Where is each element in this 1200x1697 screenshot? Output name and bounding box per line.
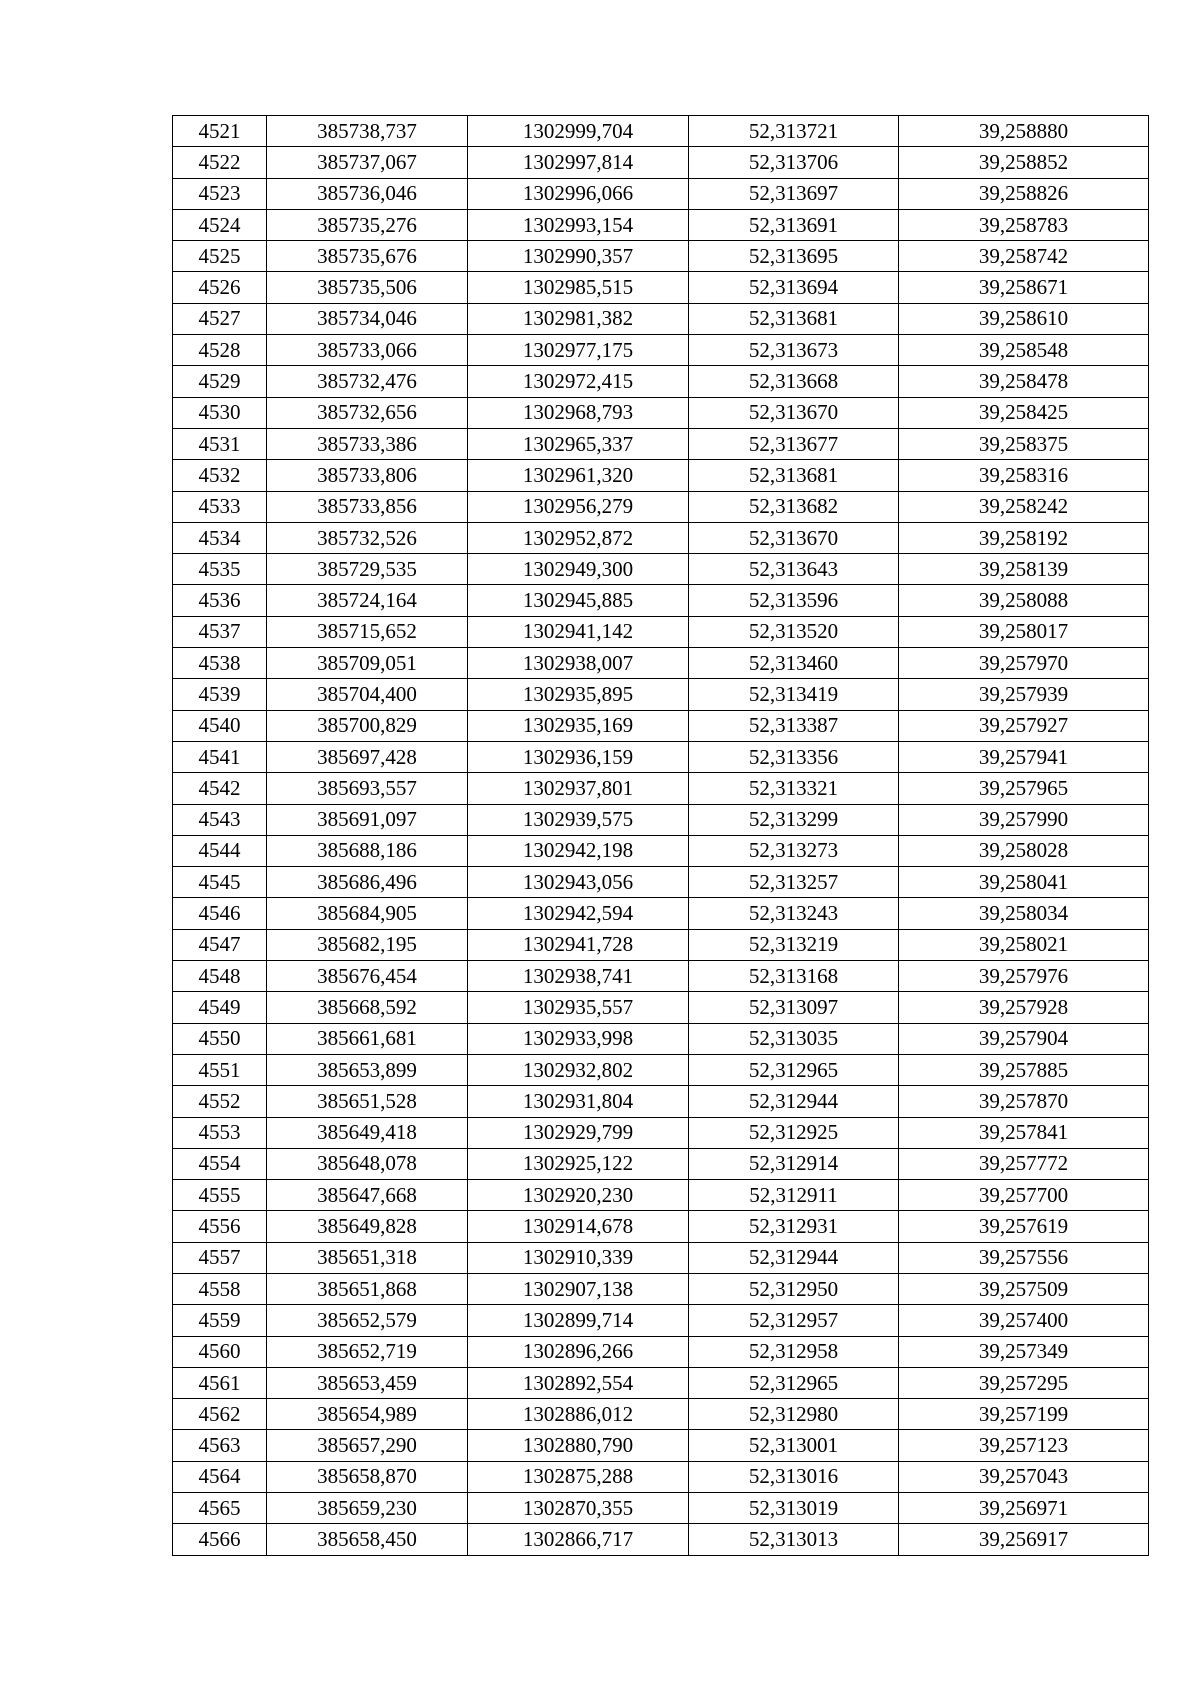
point-number-cell: 4538	[173, 648, 267, 679]
point-number-cell: 4526	[173, 272, 267, 303]
table-row	[173, 491, 1149, 522]
longitude-cell: 39,258742	[899, 241, 1149, 272]
y-coordinate-cell: 1302965,337	[468, 428, 689, 459]
y-coordinate-cell: 1302942,594	[468, 898, 689, 929]
table-row	[173, 1493, 1149, 1524]
x-coordinate-cell: 385652,579	[267, 1305, 468, 1336]
point-number-cell: 4560	[173, 1336, 267, 1367]
x-coordinate-cell: 385735,676	[267, 241, 468, 272]
table-row	[173, 710, 1149, 741]
longitude-cell: 39,258425	[899, 397, 1149, 428]
latitude-cell: 52,312980	[689, 1399, 899, 1430]
longitude-cell: 39,258852	[899, 147, 1149, 178]
x-coordinate-cell: 385736,046	[267, 178, 468, 209]
x-coordinate-cell: 385709,051	[267, 648, 468, 679]
x-coordinate-cell: 385733,386	[267, 428, 468, 459]
point-number-cell: 4532	[173, 460, 267, 491]
x-coordinate-cell: 385691,097	[267, 804, 468, 835]
x-coordinate-cell: 385738,737	[267, 116, 468, 147]
latitude-cell: 52,312944	[689, 1242, 899, 1273]
y-coordinate-cell: 1302985,515	[468, 272, 689, 303]
latitude-cell: 52,313681	[689, 303, 899, 334]
y-coordinate-cell: 1302935,895	[468, 679, 689, 710]
latitude-cell: 52,313257	[689, 867, 899, 898]
point-number-cell: 4553	[173, 1117, 267, 1148]
point-number-cell: 4547	[173, 929, 267, 960]
longitude-cell: 39,258671	[899, 272, 1149, 303]
longitude-cell: 39,258548	[899, 335, 1149, 366]
latitude-cell: 52,313013	[689, 1524, 899, 1555]
latitude-cell: 52,313356	[689, 741, 899, 772]
longitude-cell: 39,258783	[899, 209, 1149, 240]
point-number-cell: 4523	[173, 178, 267, 209]
latitude-cell: 52,313673	[689, 335, 899, 366]
point-number-cell: 4522	[173, 147, 267, 178]
y-coordinate-cell: 1302941,142	[468, 616, 689, 647]
table-row	[173, 992, 1149, 1023]
longitude-cell: 39,258088	[899, 585, 1149, 616]
longitude-cell: 39,257990	[899, 804, 1149, 835]
x-coordinate-cell: 385653,459	[267, 1367, 468, 1398]
longitude-cell: 39,258610	[899, 303, 1149, 334]
table-row	[173, 1180, 1149, 1211]
longitude-cell: 39,258478	[899, 366, 1149, 397]
point-number-cell: 4551	[173, 1054, 267, 1085]
y-coordinate-cell: 1302981,382	[468, 303, 689, 334]
longitude-cell: 39,258139	[899, 554, 1149, 585]
point-number-cell: 4521	[173, 116, 267, 147]
x-coordinate-cell: 385653,899	[267, 1054, 468, 1085]
y-coordinate-cell: 1302933,998	[468, 1023, 689, 1054]
point-number-cell: 4524	[173, 209, 267, 240]
point-number-cell: 4565	[173, 1493, 267, 1524]
point-number-cell: 4529	[173, 366, 267, 397]
longitude-cell: 39,257870	[899, 1086, 1149, 1117]
longitude-cell: 39,258017	[899, 616, 1149, 647]
x-coordinate-cell: 385658,870	[267, 1461, 468, 1492]
latitude-cell: 52,313273	[689, 835, 899, 866]
x-coordinate-cell: 385682,195	[267, 929, 468, 960]
point-number-cell: 4543	[173, 804, 267, 835]
longitude-cell: 39,258375	[899, 428, 1149, 459]
point-number-cell: 4563	[173, 1430, 267, 1461]
longitude-cell: 39,257556	[899, 1242, 1149, 1273]
table-row	[173, 961, 1149, 992]
y-coordinate-cell: 1302977,175	[468, 335, 689, 366]
y-coordinate-cell: 1302942,198	[468, 835, 689, 866]
y-coordinate-cell: 1302968,793	[468, 397, 689, 428]
latitude-cell: 52,313019	[689, 1493, 899, 1524]
y-coordinate-cell: 1302972,415	[468, 366, 689, 397]
x-coordinate-cell: 385649,828	[267, 1211, 468, 1242]
point-number-cell: 4541	[173, 741, 267, 772]
y-coordinate-cell: 1302899,714	[468, 1305, 689, 1336]
table-row	[173, 804, 1149, 835]
y-coordinate-cell: 1302914,678	[468, 1211, 689, 1242]
point-number-cell: 4546	[173, 898, 267, 929]
longitude-cell: 39,257349	[899, 1336, 1149, 1367]
table-row	[173, 929, 1149, 960]
y-coordinate-cell: 1302931,804	[468, 1086, 689, 1117]
latitude-cell: 52,312914	[689, 1148, 899, 1179]
y-coordinate-cell: 1302997,814	[468, 147, 689, 178]
longitude-cell: 39,257941	[899, 741, 1149, 772]
y-coordinate-cell: 1302956,279	[468, 491, 689, 522]
x-coordinate-cell: 385732,656	[267, 397, 468, 428]
point-number-cell: 4562	[173, 1399, 267, 1430]
table-row	[173, 1336, 1149, 1367]
point-number-cell: 4558	[173, 1273, 267, 1304]
latitude-cell: 52,313243	[689, 898, 899, 929]
x-coordinate-cell: 385657,290	[267, 1430, 468, 1461]
longitude-cell: 39,257043	[899, 1461, 1149, 1492]
x-coordinate-cell: 385734,046	[267, 303, 468, 334]
y-coordinate-cell: 1302937,801	[468, 773, 689, 804]
table-row	[173, 1367, 1149, 1398]
table-row	[173, 616, 1149, 647]
y-coordinate-cell: 1302892,554	[468, 1367, 689, 1398]
table-row	[173, 648, 1149, 679]
table-row	[173, 1242, 1149, 1273]
longitude-cell: 39,258028	[899, 835, 1149, 866]
point-number-cell: 4540	[173, 710, 267, 741]
latitude-cell: 52,313168	[689, 961, 899, 992]
latitude-cell: 52,312950	[689, 1273, 899, 1304]
latitude-cell: 52,313219	[689, 929, 899, 960]
longitude-cell: 39,257199	[899, 1399, 1149, 1430]
table-row	[173, 303, 1149, 334]
latitude-cell: 52,313694	[689, 272, 899, 303]
x-coordinate-cell: 385686,496	[267, 867, 468, 898]
x-coordinate-cell: 385658,450	[267, 1524, 468, 1555]
point-number-cell: 4544	[173, 835, 267, 866]
y-coordinate-cell: 1302945,885	[468, 585, 689, 616]
latitude-cell: 52,312957	[689, 1305, 899, 1336]
point-number-cell: 4527	[173, 303, 267, 334]
x-coordinate-cell: 385649,418	[267, 1117, 468, 1148]
point-number-cell: 4556	[173, 1211, 267, 1242]
y-coordinate-cell: 1302875,288	[468, 1461, 689, 1492]
table-row	[173, 1430, 1149, 1461]
latitude-cell: 52,313706	[689, 147, 899, 178]
table-row	[173, 1023, 1149, 1054]
point-number-cell: 4528	[173, 335, 267, 366]
latitude-cell: 52,312958	[689, 1336, 899, 1367]
table-row	[173, 679, 1149, 710]
latitude-cell: 52,313682	[689, 491, 899, 522]
x-coordinate-cell: 385729,535	[267, 554, 468, 585]
x-coordinate-cell: 385724,164	[267, 585, 468, 616]
table-row	[173, 1148, 1149, 1179]
latitude-cell: 52,313016	[689, 1461, 899, 1492]
table-row	[173, 741, 1149, 772]
longitude-cell: 39,257928	[899, 992, 1149, 1023]
table-row	[173, 116, 1149, 147]
y-coordinate-cell: 1302943,056	[468, 867, 689, 898]
latitude-cell: 52,313695	[689, 241, 899, 272]
latitude-cell: 52,313697	[689, 178, 899, 209]
y-coordinate-cell: 1302949,300	[468, 554, 689, 585]
y-coordinate-cell: 1302907,138	[468, 1273, 689, 1304]
table-row	[173, 1305, 1149, 1336]
y-coordinate-cell: 1302996,066	[468, 178, 689, 209]
longitude-cell: 39,256971	[899, 1493, 1149, 1524]
point-number-cell: 4539	[173, 679, 267, 710]
table-row	[173, 1054, 1149, 1085]
table-row	[173, 428, 1149, 459]
point-number-cell: 4535	[173, 554, 267, 585]
table-row	[173, 1461, 1149, 1492]
table-row	[173, 1086, 1149, 1117]
latitude-cell: 52,312944	[689, 1086, 899, 1117]
table-row	[173, 835, 1149, 866]
table-row	[173, 241, 1149, 272]
y-coordinate-cell: 1302870,355	[468, 1493, 689, 1524]
latitude-cell: 52,312965	[689, 1367, 899, 1398]
y-coordinate-cell: 1302936,159	[468, 741, 689, 772]
x-coordinate-cell: 385661,681	[267, 1023, 468, 1054]
x-coordinate-cell: 385648,078	[267, 1148, 468, 1179]
x-coordinate-cell: 385651,528	[267, 1086, 468, 1117]
latitude-cell: 52,313520	[689, 616, 899, 647]
longitude-cell: 39,257700	[899, 1180, 1149, 1211]
latitude-cell: 52,313001	[689, 1430, 899, 1461]
point-number-cell: 4559	[173, 1305, 267, 1336]
latitude-cell: 52,313677	[689, 428, 899, 459]
longitude-cell: 39,257885	[899, 1054, 1149, 1085]
table-row	[173, 1211, 1149, 1242]
longitude-cell: 39,257619	[899, 1211, 1149, 1242]
table-row	[173, 209, 1149, 240]
point-number-cell: 4537	[173, 616, 267, 647]
y-coordinate-cell: 1302935,557	[468, 992, 689, 1023]
latitude-cell: 52,313035	[689, 1023, 899, 1054]
point-number-cell: 4557	[173, 1242, 267, 1273]
x-coordinate-cell: 385733,856	[267, 491, 468, 522]
table-row	[173, 898, 1149, 929]
point-number-cell: 4533	[173, 491, 267, 522]
point-number-cell: 4530	[173, 397, 267, 428]
point-number-cell: 4531	[173, 428, 267, 459]
point-number-cell: 4545	[173, 867, 267, 898]
point-number-cell: 4548	[173, 961, 267, 992]
latitude-cell: 52,313299	[689, 804, 899, 835]
latitude-cell: 52,313643	[689, 554, 899, 585]
table-row	[173, 178, 1149, 209]
point-number-cell: 4534	[173, 522, 267, 553]
latitude-cell: 52,313691	[689, 209, 899, 240]
y-coordinate-cell: 1302886,012	[468, 1399, 689, 1430]
x-coordinate-cell: 385651,318	[267, 1242, 468, 1273]
table-row	[173, 366, 1149, 397]
y-coordinate-cell: 1302993,154	[468, 209, 689, 240]
y-coordinate-cell: 1302941,728	[468, 929, 689, 960]
y-coordinate-cell: 1302952,872	[468, 522, 689, 553]
y-coordinate-cell: 1302929,799	[468, 1117, 689, 1148]
point-number-cell: 4536	[173, 585, 267, 616]
point-number-cell: 4554	[173, 1148, 267, 1179]
longitude-cell: 39,257509	[899, 1273, 1149, 1304]
latitude-cell: 52,312965	[689, 1054, 899, 1085]
longitude-cell: 39,257970	[899, 648, 1149, 679]
y-coordinate-cell: 1302938,007	[468, 648, 689, 679]
latitude-cell: 52,313721	[689, 116, 899, 147]
latitude-cell: 52,313670	[689, 522, 899, 553]
point-number-cell: 4561	[173, 1367, 267, 1398]
x-coordinate-cell: 385704,400	[267, 679, 468, 710]
y-coordinate-cell: 1302910,339	[468, 1242, 689, 1273]
latitude-cell: 52,313387	[689, 710, 899, 741]
table-row	[173, 773, 1149, 804]
point-number-cell: 4525	[173, 241, 267, 272]
longitude-cell: 39,256917	[899, 1524, 1149, 1555]
longitude-cell: 39,257927	[899, 710, 1149, 741]
point-number-cell: 4555	[173, 1180, 267, 1211]
longitude-cell: 39,257976	[899, 961, 1149, 992]
latitude-cell: 52,313460	[689, 648, 899, 679]
x-coordinate-cell: 385693,557	[267, 773, 468, 804]
x-coordinate-cell: 385735,276	[267, 209, 468, 240]
longitude-cell: 39,257904	[899, 1023, 1149, 1054]
table-row	[173, 1524, 1149, 1555]
coordinates-table	[172, 115, 1149, 1556]
latitude-cell: 52,313321	[689, 773, 899, 804]
point-number-cell: 4550	[173, 1023, 267, 1054]
y-coordinate-cell: 1302880,790	[468, 1430, 689, 1461]
latitude-cell: 52,313668	[689, 366, 899, 397]
latitude-cell: 52,313097	[689, 992, 899, 1023]
x-coordinate-cell: 385668,592	[267, 992, 468, 1023]
latitude-cell: 52,312925	[689, 1117, 899, 1148]
table-row	[173, 1273, 1149, 1304]
point-number-cell: 4566	[173, 1524, 267, 1555]
x-coordinate-cell: 385733,806	[267, 460, 468, 491]
longitude-cell: 39,257123	[899, 1430, 1149, 1461]
latitude-cell: 52,313681	[689, 460, 899, 491]
y-coordinate-cell: 1302935,169	[468, 710, 689, 741]
table-row	[173, 460, 1149, 491]
longitude-cell: 39,258192	[899, 522, 1149, 553]
longitude-cell: 39,258826	[899, 178, 1149, 209]
y-coordinate-cell: 1302925,122	[468, 1148, 689, 1179]
x-coordinate-cell: 385700,829	[267, 710, 468, 741]
longitude-cell: 39,258242	[899, 491, 1149, 522]
table-row	[173, 1399, 1149, 1430]
y-coordinate-cell: 1302932,802	[468, 1054, 689, 1085]
x-coordinate-cell: 385676,454	[267, 961, 468, 992]
y-coordinate-cell: 1302866,717	[468, 1524, 689, 1555]
longitude-cell: 39,258041	[899, 867, 1149, 898]
x-coordinate-cell: 385659,230	[267, 1493, 468, 1524]
table-row	[173, 397, 1149, 428]
longitude-cell: 39,257965	[899, 773, 1149, 804]
longitude-cell: 39,257841	[899, 1117, 1149, 1148]
table-row	[173, 147, 1149, 178]
x-coordinate-cell: 385651,868	[267, 1273, 468, 1304]
longitude-cell: 39,258316	[899, 460, 1149, 491]
longitude-cell: 39,258021	[899, 929, 1149, 960]
x-coordinate-cell: 385652,719	[267, 1336, 468, 1367]
x-coordinate-cell: 385737,067	[267, 147, 468, 178]
y-coordinate-cell: 1302999,704	[468, 116, 689, 147]
longitude-cell: 39,257939	[899, 679, 1149, 710]
table-row	[173, 554, 1149, 585]
table-row	[173, 867, 1149, 898]
longitude-cell: 39,258880	[899, 116, 1149, 147]
x-coordinate-cell: 385735,506	[267, 272, 468, 303]
x-coordinate-cell: 385732,476	[267, 366, 468, 397]
longitude-cell: 39,257400	[899, 1305, 1149, 1336]
latitude-cell: 52,313419	[689, 679, 899, 710]
coordinates-table-body	[173, 116, 1149, 1556]
y-coordinate-cell: 1302961,320	[468, 460, 689, 491]
x-coordinate-cell: 385688,186	[267, 835, 468, 866]
x-coordinate-cell: 385697,428	[267, 741, 468, 772]
x-coordinate-cell: 385684,905	[267, 898, 468, 929]
latitude-cell: 52,312911	[689, 1180, 899, 1211]
x-coordinate-cell: 385732,526	[267, 522, 468, 553]
table-row	[173, 335, 1149, 366]
y-coordinate-cell: 1302920,230	[468, 1180, 689, 1211]
latitude-cell: 52,313670	[689, 397, 899, 428]
x-coordinate-cell: 385654,989	[267, 1399, 468, 1430]
x-coordinate-cell: 385647,668	[267, 1180, 468, 1211]
point-number-cell: 4549	[173, 992, 267, 1023]
y-coordinate-cell: 1302990,357	[468, 241, 689, 272]
longitude-cell: 39,257295	[899, 1367, 1149, 1398]
y-coordinate-cell: 1302939,575	[468, 804, 689, 835]
point-number-cell: 4552	[173, 1086, 267, 1117]
latitude-cell: 52,313596	[689, 585, 899, 616]
x-coordinate-cell: 385715,652	[267, 616, 468, 647]
latitude-cell: 52,312931	[689, 1211, 899, 1242]
table-row	[173, 272, 1149, 303]
y-coordinate-cell: 1302938,741	[468, 961, 689, 992]
point-number-cell: 4542	[173, 773, 267, 804]
longitude-cell: 39,257772	[899, 1148, 1149, 1179]
y-coordinate-cell: 1302896,266	[468, 1336, 689, 1367]
table-row	[173, 1117, 1149, 1148]
point-number-cell: 4564	[173, 1461, 267, 1492]
longitude-cell: 39,258034	[899, 898, 1149, 929]
table-row	[173, 585, 1149, 616]
x-coordinate-cell: 385733,066	[267, 335, 468, 366]
table-row	[173, 522, 1149, 553]
